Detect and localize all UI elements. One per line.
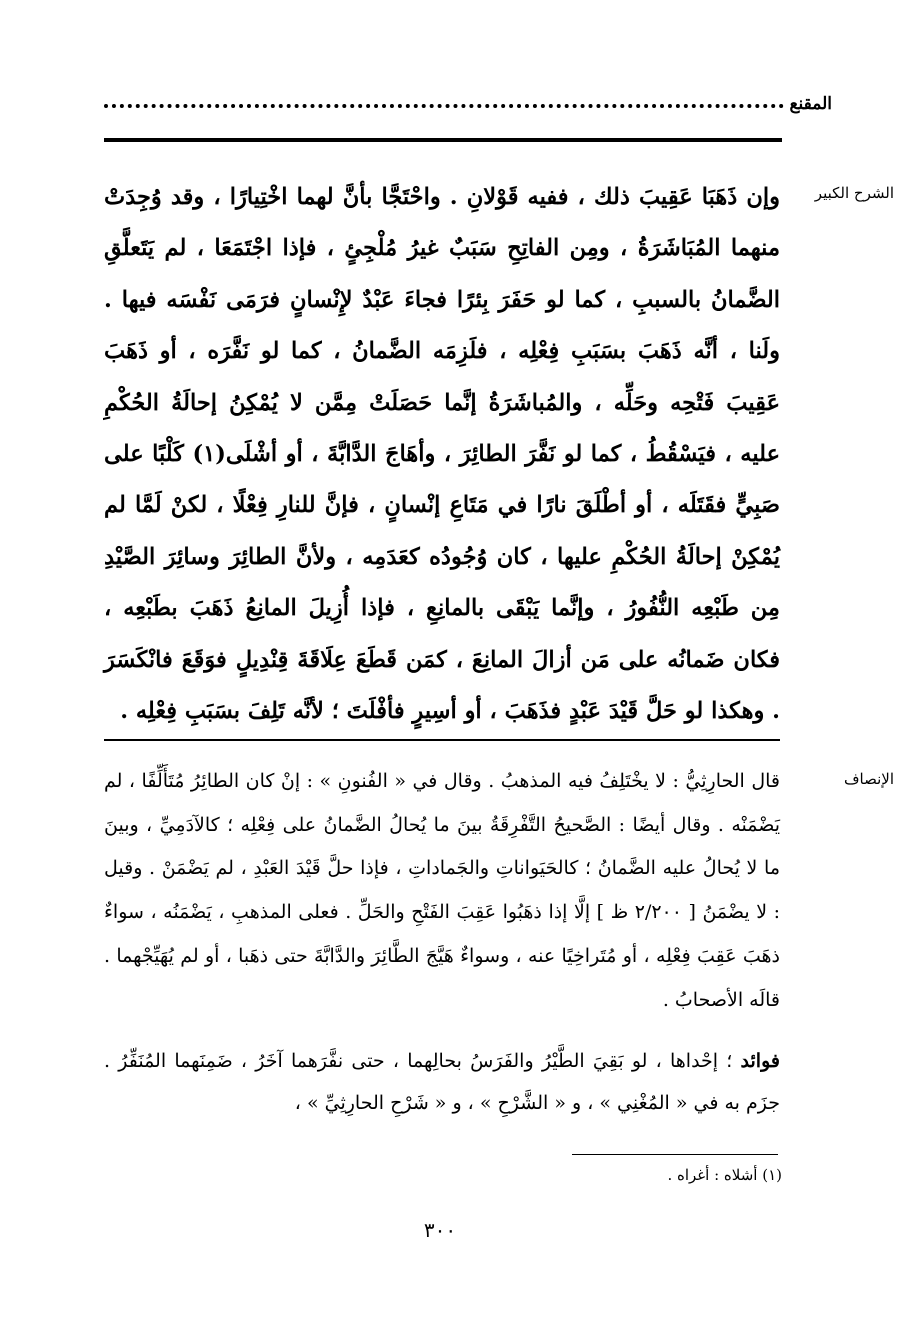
fawaid-body: ؛ إحْداها ، لو بَقِيَ الطَّيْرُ والفَرَسُ بحالِهما ، حتى نفَّرَهما آخَرُ ، ضَمِنَهما المُنَفِّرُ . جزَم به في « المُغْنِي » ، و « الشَّرْحِ » ، و « شَرْحِ الحارِثِيِّ » ،: [104, 1050, 780, 1114]
fawaid-label: فوائد: [740, 1050, 780, 1072]
footnote: (١) أشلاه : أغراه .: [667, 1166, 782, 1184]
header-dotted-rule: [104, 104, 784, 108]
sharh-text: [104, 172, 780, 737]
insaf-text: [104, 760, 780, 1022]
section-divider: [104, 739, 780, 741]
sharh-paragraph: وإن ذَهَبَا عَقِيبَ ذلك ، ففيه قَوْلانِ . واحْتَجَّا بأنَّ لهما اخْتِيارًا ، وقد وُجِدَتْ منهما المُبَاشَرَةُ ، ومِن الفاتِحِ سَبَبٌ غيرُ مُلْجِئٍ ، فإذا اجْتَمَعَا ، لم يَتَعلَّقِ الضَّمانُ بالسببِ ، كما لو حَفَرَ بِئرًا فجاءَ عَبْدٌ لإِنْسانٍ فرَمَى نَفْسَه فيها . ولَنا ، أنَّه ذَهَبَ بسَبَبِ فِعْلِه ، فلَزِمَه الضَّمانُ ، كما لو نَفَّرَه ، أو ذَهَبَ عَقِيبَ فَتْحِه وحَلِّه ، والمُباشَرَةُ إنَّما حَصَلَتْ مِمَّن لا يُمْكِنُ إحالَةُ الحُكْمِ عليه ، فيَسْقُطُ ، كما لو نَفَّرَ الطائِرَ ، وأهَاجَ الدَّابَّةَ ، أو أشْلَى(١) كَلْبًا على صَبِيٍّ فقَتَلَه ، أو أطْلَقَ نارًا في مَتَاعِ إنْسانٍ ، فإنَّ للنارِ فِعْلًا ، لكنْ لَمَّا لم يُمْكِنْ إحالَةُ الحُكْمِ عليها ، كان وُجُودُه كعَدَمِه ، ولأنَّ الطائِرَ وسائِرَ الصَّيْدِ مِن طَبْعِه النُّفُورُ ، وإنَّما يَبْقَى بالمانِعِ ، فإذا أُزِيلَ المانِعُ ذَهَبَ بطَبْعِه ، فكان ضَمانُه على مَن أزالَ المانِعَ ، كمَن قَطَعَ عِلَاقَةَ قِنْدِيلٍ فوَقَعَ فانْكَسَرَ . وهكذا لو حَلَّ قَيْدَ عَبْدٍ فذَهَبَ ، أو أسِيرٍ فأفْلَتَ ؛ لأنَّه تَلِفَ بسَبَبِ فِعْلِه .: [104, 184, 780, 725]
header-rule: [104, 138, 782, 142]
insaf-section-label: الإنصاف: [843, 770, 894, 788]
insaf-paragraph: قال الحارِثِيُّ : لا يخْتَلِفُ فيه المذهبُ . وقال في « الفُنونِ » : إنْ كان الطائِرُ مُتَأَلِّفًا ، لم يَضْمَنْه . وقال أيضًا : الصَّحيحُ التَّفْرِقَةُ بينَ ما يُحالُ الضَّمانُ على فِعْلِه ؛ كالآدَمِيِّ ، وبينَ ما لا يُحالُ عليه الضَّمانُ ؛ كالحَيَواناتِ والجَماداتِ ، فإذا حلَّ قَيْدَ العَبْدِ ، لم يَضْمَنْ . وقيل : لا يضْمَنُ [ ٢/٢٠٠ ظ ] إلَّا إذا ذهَبُوا عَقِبَ الفَتْحِ والحَلِّ . فعلى المذهبِ ، يَضْمَنُه ، سواءٌ ذهَبَ عَقِبَ فِعْلِه ، أو مُتَراخِيًا عنه ، وسواءٌ هَيَّجَ الطَّائِرَ والدَّابَّةَ حتى ذهَبا ، أو لم يُهَيِّجْهما . قالَه الأصحابُ .: [104, 770, 780, 1011]
page-number: ٣٠٠: [423, 1218, 457, 1242]
fawaid-paragraph: [104, 1040, 780, 1124]
fawaid-text: [104, 1040, 780, 1124]
footnote-rule: [572, 1154, 778, 1155]
sharh-section-label: الشرح الكبير: [814, 184, 894, 202]
book-title: المقنع: [789, 94, 832, 114]
